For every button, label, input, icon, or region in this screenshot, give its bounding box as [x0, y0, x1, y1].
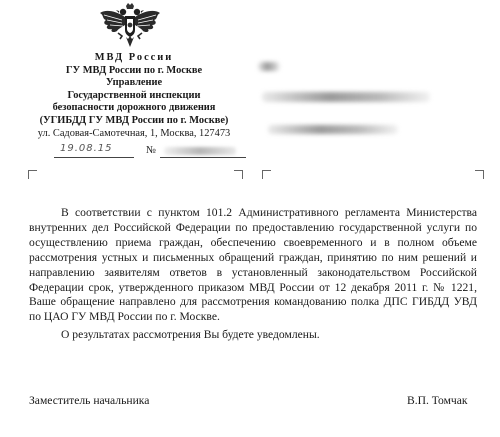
letterhead-ministry: МВД России	[94, 52, 174, 63]
address-bracket-left	[28, 170, 37, 179]
recipient-bracket-left	[262, 170, 271, 179]
signatory-name: В.П. Томчак	[407, 394, 468, 407]
letterhead-address: ул. Садовая-Самотечная, 1, Москва, 127473	[37, 127, 231, 139]
body-paragraph: О результатах рассмотрения Вы будете уведомлены.	[61, 328, 320, 342]
recipient-bracket-right	[475, 170, 484, 179]
letterhead-directorate: Управление	[105, 77, 163, 89]
letterhead	[28, 52, 240, 140]
redacted-recipient-line	[258, 62, 280, 71]
redacted-recipient-line	[268, 125, 398, 134]
double-headed-eagle-emblem-icon	[98, 3, 162, 49]
letter-body	[29, 206, 477, 343]
letterhead-department: ГУ МВД России по г. Москве	[65, 64, 203, 76]
letterhead-road-safety: безопасности дорожного движения	[52, 102, 216, 114]
redacted-recipient-line	[262, 92, 430, 102]
letterhead-abbreviation: (УГИБДД ГУ МВД России по г. Москве)	[39, 114, 229, 126]
reference-date: 19.08.15	[60, 143, 113, 154]
redacted-reference-number	[164, 147, 236, 155]
reference-date-underline	[54, 157, 134, 158]
body-paragraph: В соответствии с пунктом 101.2 Административного регламента Министерства внутренних дел Российской Федерации по предоставлению государственной услуги по осуществлению приема граждан, обеспечению своевременного и в полном объеме рассмотрения устных и письменных обращений граждан, принятию по ним решений и направлению заявителям ответов в установленный законодательством Российской Федерации срок, утвержденного приказом МВД России от 12 декабря 2011 г. № 1221, Ваше обращение направлено для рассмотрения командованию полка ДПС ГИБДД УВД по ЦАО ГУ МВД России по г. Москве.	[29, 206, 477, 324]
letterhead-inspection: Государственной инспекции	[67, 89, 201, 101]
reference-number-label: №	[146, 145, 157, 156]
signatory-title: Заместитель начальника	[29, 394, 150, 407]
address-bracket-right	[234, 170, 243, 179]
reference-number-underline	[160, 157, 246, 158]
reference-row	[28, 145, 248, 159]
